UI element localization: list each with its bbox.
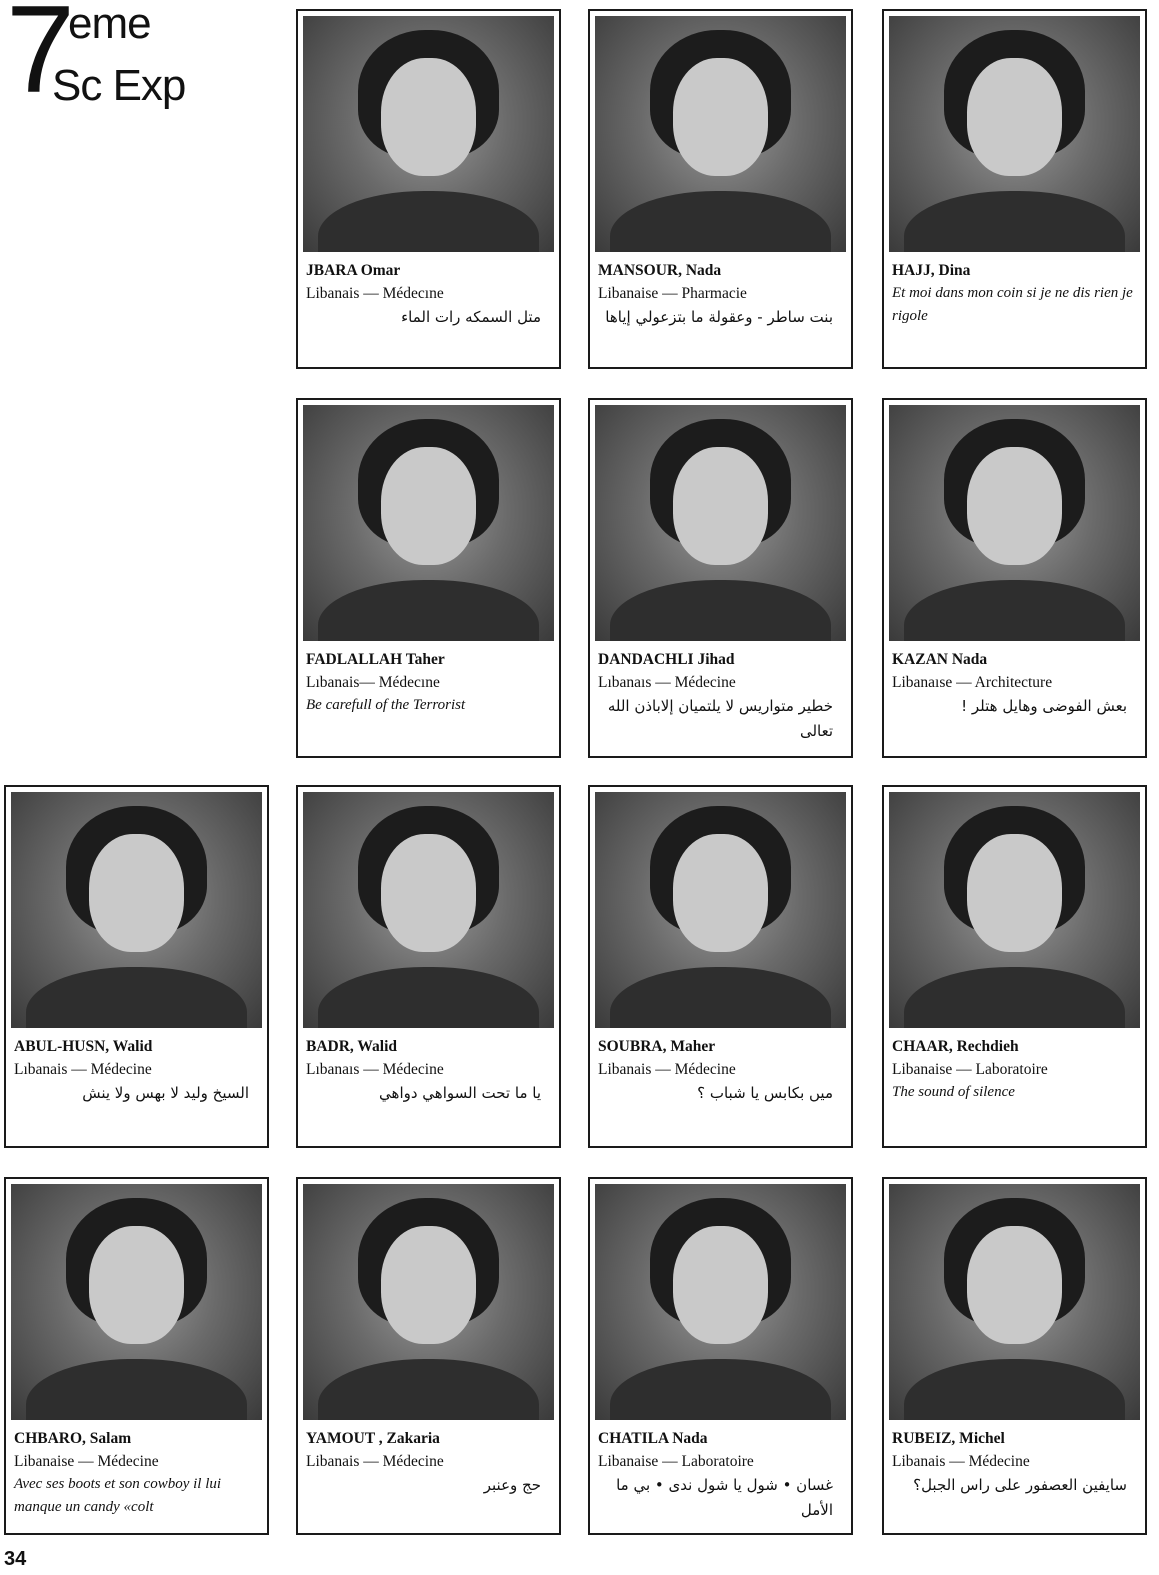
student-photo: [889, 792, 1140, 1028]
student-origin: Libanaise — Laboratoire: [598, 1453, 754, 1470]
student-quote: السيخ وليد لا بهس ولا ينش: [82, 1084, 249, 1102]
student-quote: غسان • شول يا شول ندى • بي ما الأمل: [616, 1476, 833, 1519]
student-card: [588, 785, 853, 1148]
student-quote: Et moi dans mon coin si je ne dis rien je rigole: [892, 285, 1133, 324]
student-name: ABUL-HUSN, Walid: [14, 1038, 153, 1055]
student-origin: Lıbanaıs — Médecine: [306, 1061, 444, 1078]
student-origin: Libanaise — Laboratoire: [892, 1061, 1048, 1078]
student-name: FADLALLAH Taher: [306, 651, 445, 668]
student-card: [296, 9, 561, 369]
student-card: [882, 398, 1147, 758]
student-name: CHBARO, Salam: [14, 1430, 132, 1447]
student-quote: خطير متواريس لا يلتميان إلاباذن الله تعالى: [607, 697, 833, 740]
student-photo: [303, 16, 554, 252]
student-name: MANSOUR, Nada: [598, 262, 722, 279]
student-photo: [11, 792, 262, 1028]
student-photo: [11, 1184, 262, 1420]
student-quote: يا ما تحت السواهي دواهي: [379, 1084, 541, 1102]
student-card: [4, 1177, 269, 1535]
student-quote: Avec ses boots et son cowboy il lui manque un candy «colt: [14, 1476, 222, 1515]
student-origin: Lıbanais— Médecıne: [306, 674, 440, 691]
student-quote: سايفين العصفور على راس الجبل؟: [913, 1476, 1127, 1494]
student-photo: [595, 405, 846, 641]
student-photo: [595, 16, 846, 252]
student-photo: [889, 16, 1140, 252]
student-name: HAJJ, Dina: [892, 262, 971, 279]
student-card: [588, 9, 853, 369]
student-name: KAZAN Nada: [892, 651, 988, 668]
student-card: [4, 785, 269, 1148]
student-card: [296, 398, 561, 758]
student-photo: [595, 1184, 846, 1420]
student-quote: بعش الفوضى وهايل هتلر !: [961, 697, 1127, 715]
student-card: [296, 1177, 561, 1535]
student-photo: [303, 405, 554, 641]
page-number: 34: [4, 1548, 27, 1570]
student-origin: Libanais — Médecıne: [306, 285, 444, 302]
student-card: [882, 9, 1147, 369]
student-origin: Libanaıse — Architecture: [892, 674, 1053, 691]
class-heading: [6, 0, 246, 119]
heading-class-name: Sc Exp: [52, 61, 186, 110]
student-card: [296, 785, 561, 1148]
student-quote: متل السمكه رات الماء: [401, 308, 541, 326]
student-name: BADR, Walid: [306, 1038, 398, 1055]
student-origin: Libanais — Médecine: [598, 1061, 736, 1078]
student-origin: Lıbanaıs — Médecine: [598, 674, 736, 691]
student-quote: Be carefull of the Terrorist: [306, 697, 466, 713]
student-name: DANDACHLI Jihad: [598, 651, 735, 668]
student-name: RUBEIZ, Michel: [892, 1430, 1005, 1447]
student-card: [588, 398, 853, 758]
student-name: CHAAR, Rechdieh: [892, 1038, 1019, 1055]
student-card: [882, 1177, 1147, 1535]
student-name: SOUBRA, Maher: [598, 1038, 716, 1055]
student-card: [588, 1177, 853, 1535]
student-quote: حج وعنبر: [483, 1476, 541, 1494]
student-name: YAMOUT , Zakaria: [306, 1430, 440, 1447]
student-name: JBARA Omar: [306, 262, 401, 279]
student-origin: Libanais — Médecine: [892, 1453, 1030, 1470]
student-card: [882, 785, 1147, 1148]
student-quote: ميں بكابس يا شباب ؟: [697, 1084, 833, 1102]
student-origin: Libanaise — Pharmacie: [598, 285, 747, 302]
student-photo: [303, 1184, 554, 1420]
student-name: CHATILA Nada: [598, 1430, 708, 1447]
student-photo: [889, 405, 1140, 641]
student-quote: The sound of silence: [892, 1084, 1015, 1100]
student-photo: [595, 792, 846, 1028]
student-origin: Lıbanais — Médecine: [14, 1061, 152, 1078]
student-origin: Libanaise — Médecine: [14, 1453, 159, 1470]
heading-superscript: eme: [68, 0, 151, 48]
student-photo: [889, 1184, 1140, 1420]
student-quote: بنت ساطر - وعقولة ما بتزعولي إياها: [605, 308, 833, 326]
student-origin: Libanais — Médecine: [306, 1453, 444, 1470]
student-photo: [303, 792, 554, 1028]
heading-number: 7: [6, 0, 71, 119]
